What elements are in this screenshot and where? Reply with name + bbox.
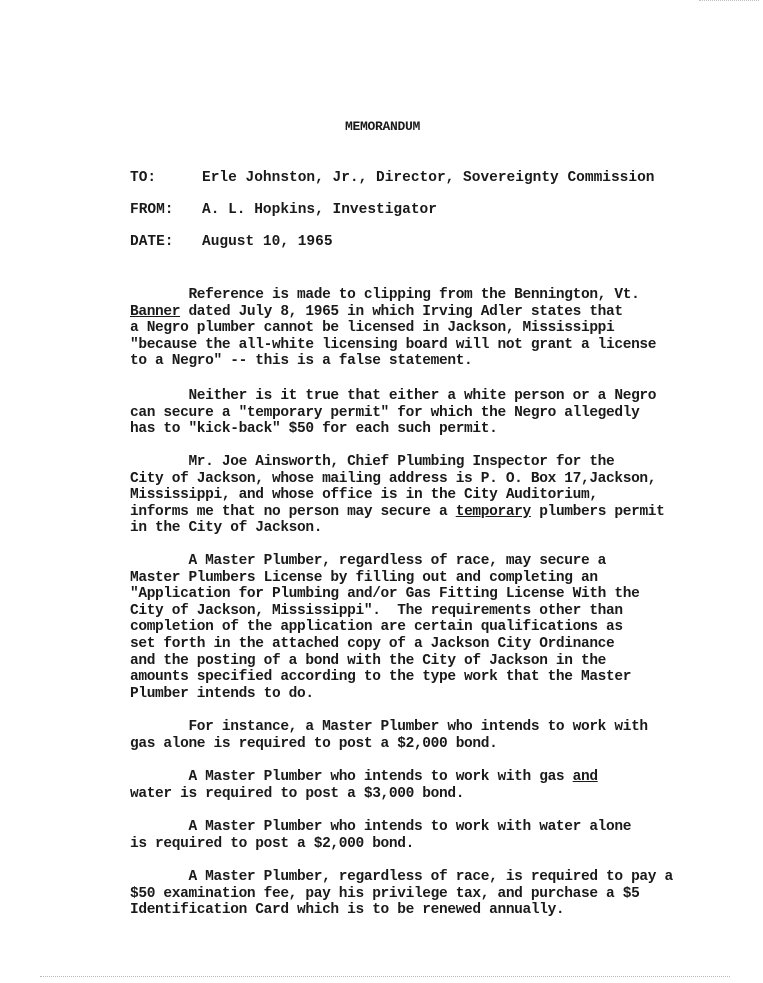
text-line: A Master Plumber, regardless of race, is required to pay a xyxy=(130,869,673,885)
to-line xyxy=(130,170,654,186)
text-fragment: plumbers permit xyxy=(530,503,665,520)
text-line: A Master Plumber who intends to work with water alone xyxy=(130,819,632,835)
text-line: City of Jackson, Mississippi". The requirements other than xyxy=(130,602,623,619)
text-line: to a Negro" -- this is a false statement. xyxy=(130,353,473,370)
text-line: A Master Plumber, regardless of race, may secure a xyxy=(130,553,607,569)
text-line: amounts specified according to the type work that the Master xyxy=(130,669,632,686)
text-line: Mr. Joe Ainsworth, Chief Plumbing Inspector for the xyxy=(130,454,615,470)
text-line: "Application for Plumbing and/or Gas Fitting License With the xyxy=(130,586,640,603)
paragraph-license-requirements xyxy=(130,553,740,702)
text-line: completion of the application are certain qualifications as xyxy=(130,619,623,636)
text-line: is required to post a $2,000 bond. xyxy=(130,835,414,852)
text-line: Master Plumbers License by filling out and completing an xyxy=(130,569,598,586)
scan-artifact-top xyxy=(699,0,759,3)
text-line: gas alone is required to post a $2,000 bond. xyxy=(130,735,498,752)
memo-title: MEMORANDUM xyxy=(345,119,421,134)
text-line: $50 examination fee, pay his privilege tax, and purchase a $5 xyxy=(130,885,640,902)
text-line: "because the all-white licensing board will not grant a license xyxy=(130,336,657,353)
date-label: DATE: xyxy=(130,234,174,250)
text-line: City of Jackson, whose mailing address is P. O. Box 17,Jackson, xyxy=(130,470,657,487)
text-line: water is required to post a $3,000 bond. xyxy=(130,785,465,802)
paragraph-water-bond xyxy=(130,819,740,852)
text-line: Plumber intends to do. xyxy=(130,685,314,702)
text-line: Reference is made to clipping from the Bennington, Vt. xyxy=(130,287,640,303)
text-line: For instance, a Master Plumber who intends to work with xyxy=(130,719,648,735)
from-line xyxy=(130,202,437,218)
text-line: set forth in the attached copy of a Jackson City Ordinance xyxy=(130,635,615,652)
text-line: a Negro plumber cannot be licensed in Jackson, Mississippi xyxy=(130,320,615,337)
text-line xyxy=(130,769,740,786)
text-line xyxy=(130,504,740,521)
newspaper-name: Banner xyxy=(130,303,181,320)
text-line xyxy=(130,304,740,321)
text-line: and the posting of a bond with the City of Jackson in the xyxy=(130,652,607,669)
text-line: Identification Card which is to be renewed annually. xyxy=(130,902,565,919)
paragraph-reference xyxy=(130,287,740,370)
text-line: Mississippi, and whose office is in the City Auditorium, xyxy=(130,487,598,504)
text-line: can secure a "temporary permit" for which the Negro allegedly xyxy=(130,404,640,421)
emphasis-temporary: temporary xyxy=(455,503,531,520)
text-fragment: dated July 8, 1965 in which Irving Adler states that xyxy=(180,303,623,320)
paragraph-fees xyxy=(130,869,740,919)
to-value: Erle Johnston, Jr., Director, Sovereignty Commission xyxy=(202,170,655,186)
paragraph-temporary-permit xyxy=(130,388,740,438)
text-line: in the City of Jackson. xyxy=(130,520,323,537)
date-line xyxy=(130,234,333,250)
from-value: A. L. Hopkins, Investigator xyxy=(202,202,437,218)
date-value: August 10, 1965 xyxy=(202,234,333,250)
paragraph-gas-bond xyxy=(130,719,740,752)
emphasis-and: and xyxy=(572,769,598,785)
text-fragment: informs me that no person may secure a xyxy=(130,503,456,520)
paragraph-inspector xyxy=(130,454,740,537)
text-line: has to "kick-back" $50 for each such permit. xyxy=(130,421,498,438)
text-line: Neither is it true that either a white person or a Negro xyxy=(130,388,657,404)
scan-artifact-bottom xyxy=(40,976,730,979)
from-label: FROM: xyxy=(130,202,174,218)
to-label: TO: xyxy=(130,170,157,186)
text-fragment: A Master Plumber who intends to work with gas xyxy=(130,769,573,785)
paragraph-gas-water-bond xyxy=(130,769,740,802)
